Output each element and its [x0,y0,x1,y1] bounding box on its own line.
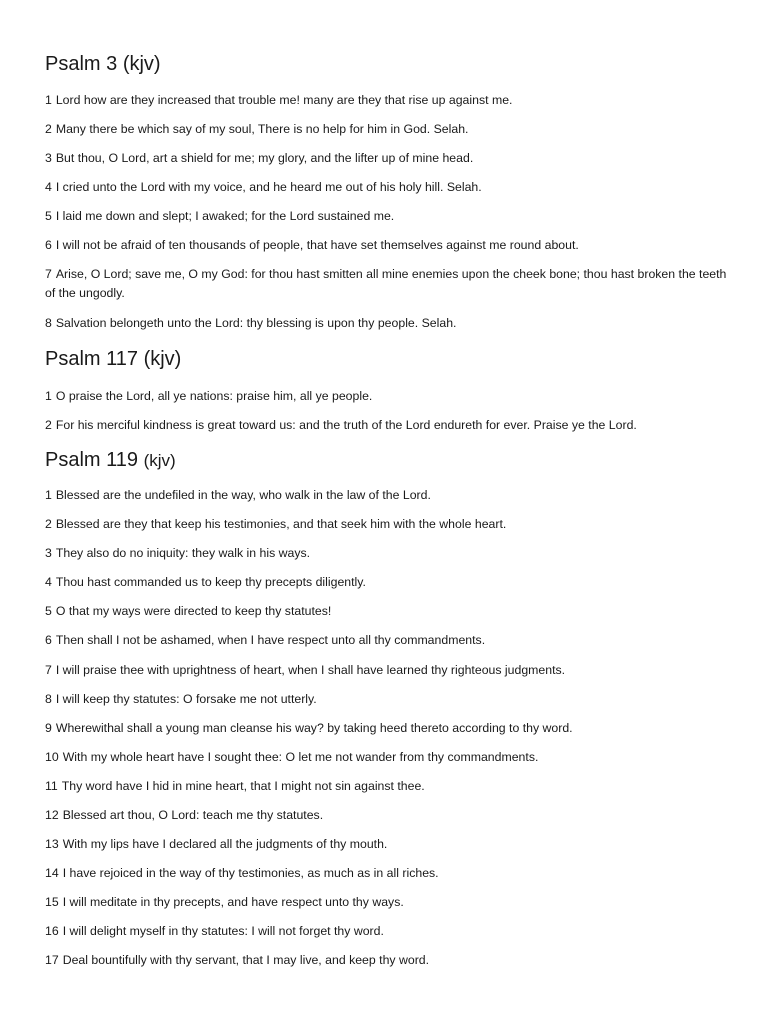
verse [45,515,735,534]
verse-text: Lord how are they increased that trouble me! many are they that rise up against me. [55,93,513,107]
verse-number: 7 [45,663,52,677]
verse-number: 17 [45,953,59,967]
verse [45,893,735,912]
verse-text: Arise, O Lord; save me, O my God: for thou hast smitten all mine enemies upon the cheek bone; thou hast broken the teeth of the ungodly. [45,267,727,300]
verse-number: 5 [45,604,52,618]
verse-number: 12 [45,808,59,822]
verse-number: 15 [45,895,59,909]
verse [45,864,735,883]
verse-text: I will delight myself in thy statutes: I will not forget thy word. [62,924,384,938]
verse-number: 8 [45,316,52,330]
verse-number: 6 [45,238,52,252]
verse [45,690,735,709]
verse-number: 13 [45,837,59,851]
verse-number: 1 [45,93,52,107]
verse [45,120,735,139]
verse-number: 9 [45,721,52,735]
psalm-version: (kjv) [122,53,161,75]
verse-number: 2 [45,418,52,432]
verse-number: 11 [45,779,58,793]
verse-text: Then shall I not be ashamed, when I have respect unto all thy commandments. [55,633,486,647]
psalm-title: Psalm 117 [45,348,139,370]
psalm-119-heading [45,448,176,473]
psalm-117-heading [45,347,181,371]
verse-number: 3 [45,151,52,165]
verse [45,748,735,767]
verse-number: 3 [45,546,52,560]
verse-text: Blessed art thou, O Lord: teach me thy statutes. [62,808,324,822]
verse [45,207,735,226]
verse [45,236,735,255]
verse-text: They also do no iniquity: they walk in his ways. [55,546,311,560]
verse-number: 1 [45,488,52,502]
verse-text: I will meditate in thy precepts, and have respect unto thy ways. [62,895,404,909]
verse-text: Blessed are the undefiled in the way, who walk in the law of the Lord. [55,488,431,502]
verse-text: With my whole heart have I sought thee: O let me not wander from thy commandments. [62,750,539,764]
verse-number: 14 [45,866,59,880]
verse-text: I will not be afraid of ten thousands of people, that have set themselves against me round about. [55,238,579,252]
verse-number: 4 [45,575,52,589]
verse [45,777,735,796]
verse [45,416,735,435]
verse [45,602,735,621]
verse [45,951,735,970]
verse-number: 6 [45,633,52,647]
verse-text: O that my ways were directed to keep thy statutes! [55,604,332,618]
verse [45,387,735,406]
verse-text: Blessed are they that keep his testimonies, and that seek him with the whole heart. [55,517,507,531]
verse [45,486,735,505]
verse-text: I will praise thee with uprightness of heart, when I shall have learned thy righteous judgments. [55,663,566,677]
verse [45,544,735,563]
verse [45,91,735,110]
verse [45,149,735,168]
psalm-version: (kjv) [143,348,182,370]
verse-number: 2 [45,517,52,531]
verse-text: With my lips have I declared all the judgments of thy mouth. [62,837,388,851]
psalm-title: Psalm 3 [45,53,118,75]
verse [45,661,735,680]
verse-number: 1 [45,389,52,403]
verse-text: Many there be which say of my soul, There is no help for him in God. Selah. [55,122,469,136]
verse-text: I have rejoiced in the way of thy testimonies, as much as in all riches. [62,866,439,880]
verse-number: 2 [45,122,52,136]
verse [45,806,735,825]
verse-text: I will keep thy statutes: O forsake me not utterly. [55,692,317,706]
psalm-version: (kjv) [143,451,176,470]
verse-text: Deal bountifully with thy servant, that I may live, and keep thy word. [62,953,430,967]
verse-text: Thy word have I hid in mine heart, that I might not sin against thee. [61,779,425,793]
verse-text: O praise the Lord, all ye nations: praise him, all ye people. [55,389,373,403]
psalm-3-heading [45,52,161,76]
verse-number: 7 [45,267,52,281]
verse [45,922,735,941]
psalm-title: Psalm 119 [45,449,139,471]
verse [45,719,735,738]
verse-text: I cried unto the Lord with my voice, and he heard me out of his holy hill. Selah. [55,180,482,194]
verse-number: 5 [45,209,52,223]
verse-number: 8 [45,692,52,706]
verse-text: Salvation belongeth unto the Lord: thy blessing is upon thy people. Selah. [55,316,457,330]
verse [45,265,735,303]
verse-text: Wherewithal shall a young man cleanse his way? by taking heed thereto according to thy word. [55,721,573,735]
verse [45,631,735,650]
verse [45,573,735,592]
verse [45,835,735,854]
verse-number: 4 [45,180,52,194]
verse [45,178,735,197]
verse-number: 10 [45,750,59,764]
verse [45,314,735,333]
verse-text: I laid me down and slept; I awaked; for the Lord sustained me. [55,209,395,223]
verse-text: But thou, O Lord, art a shield for me; my glory, and the lifter up of mine head. [55,151,474,165]
verse-text: Thou hast commanded us to keep thy precepts diligently. [55,575,366,589]
verse-number: 16 [45,924,59,938]
verse-text: For his merciful kindness is great toward us: and the truth of the Lord endureth for ever. Praise ye the Lord. [55,418,637,432]
